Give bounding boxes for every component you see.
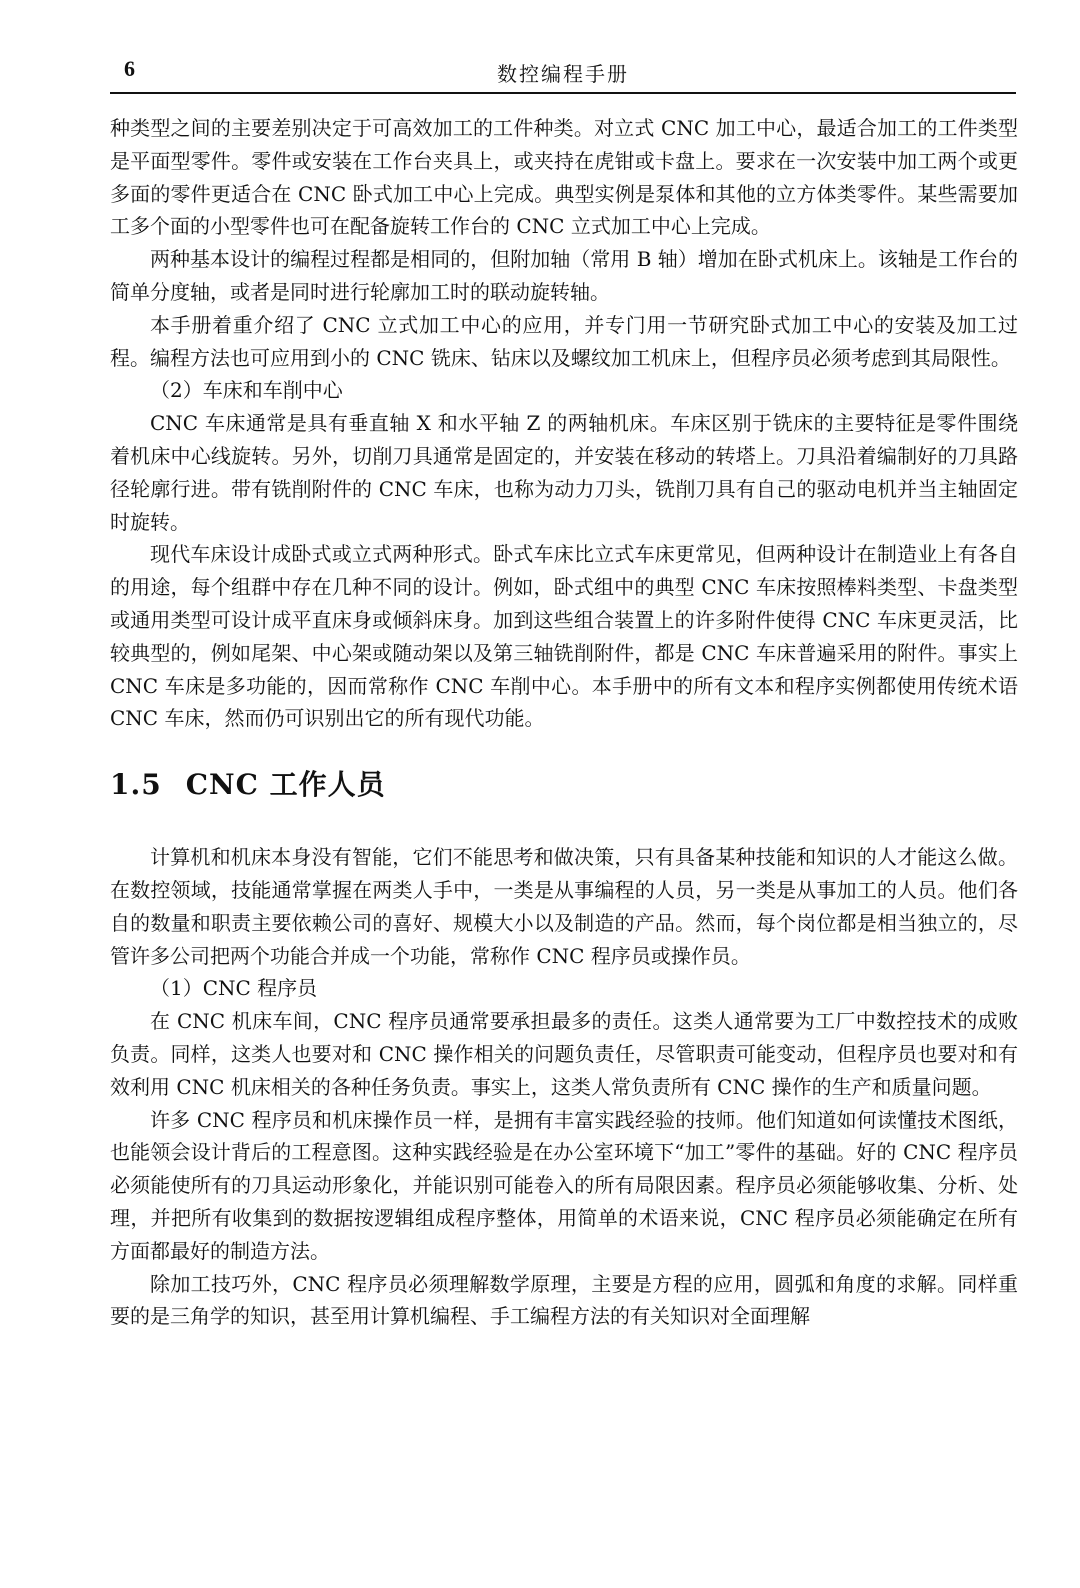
paragraph: 在 CNC 机床车间，CNC 程序员通常要承担最多的责任。这类人通常要为工厂中数控技术的成败负责。同样，这类人也要对和 CNC 操作相关的问题负责任，尽管职责可能变动，但程序员也要对和有效利用 CNC 机床相关的各种任务负责。事实上，这类人常负责所有 CNC 操作的生产和质量问题。 [110,1009,1018,1099]
section-heading [110,765,1018,805]
paragraph: 许多 CNC 程序员和机床操作员一样，是拥有丰富实践经验的技师。他们知道如何读懂技术图纸，也能领会设计背后的工程意图。这种实践经验是在办公室环境下“加工”零件的基础。好的 CNC 程序员必须能使所有的刀具运动形象化，并能识别可能卷入的所有局限因素。程序员必须能够收集、分析、处理，并把所有收集到的数据按逻辑组成程序整体，用简单的术语来说，CNC 程序员必须能确定在所有方面都最好的制造方法。 [110,1107,1018,1263]
paragraph: 除加工技巧外，CNC 程序员必须理解数学原理，主要是方程的应用，圆弧和角度的求解。同样重要的是三角学的知识，甚至用计算机编程、手工编程方法的有关知识对全面理解 [110,1271,1018,1329]
paragraph: 现代车床设计成卧式或立式两种形式。卧式车床比立式车床更常见，但两种设计在制造业上有各自的用途，每个组群中存在几种不同的设计。例如，卧式组中的典型 CNC 车床按照棒料类型、卡盘类型或通用类型可设计成平直床身或倾斜床身。加到这些组合装置上的许多附件使得 CNC 车床更灵活，比较典型的，例如尾架、中心架或随动架以及第三轴铣削附件，都是 CNC 车床普遍采用的附件。事实上 CNC 车床是多功能的，因而常称作 CNC 车削中心。本手册中的所有文本和程序实例都使用传统术语 CNC 车床，然而仍可识别出它的所有现代功能。 [110,542,1018,731]
paragraph: 计算机和机床本身没有智能，它们不能思考和做决策，只有具备某种技能和知识的人才能这么做。在数控领域，技能通常掌握在两类人手中，一类是从事编程的人员，另一类是从事加工的人员。他们各自的数量和职责主要依赖公司的喜好、规模大小以及制造的产品。然而，每个岗位都是相当独立的，尽管许多公司把两个功能合并成一个功能，常称作 CNC 程序员或操作员。 [110,845,1018,968]
page-header [110,52,1016,94]
paragraph: 两种基本设计的编程过程都是相同的，但附加轴（常用 B 轴）增加在卧式机床上。该轴是工作台的简单分度轴，或者是同时进行轮廓加工时的联动旋转轴。 [110,247,1018,304]
page-number: 6 [124,56,135,81]
subheading-programmer: （1）CNC 程序员 [150,976,318,1001]
page-body [110,112,1018,1333]
section-number: 1.5 [110,768,162,802]
paragraph: CNC 车床通常是具有垂直轴 X 和水平轴 Z 的两轴机床。车床区别于铣床的主要特征是零件围绕着机床中心线旋转。另外，切削刀具通常是固定的，并安装在移动的转塔上。刀具沿着编制好的刀具路径轮廓行进。带有铣削附件的 CNC 车床，也称为动力刀头，铣削刀具有自己的驱动电机并当主轴固定时旋转。 [110,411,1018,534]
section-title: CNC 工作人员 [185,768,386,802]
running-title: 数控编程手册 [497,62,629,86]
paragraph-continued: 种类型之间的主要差别决定于可高效加工的工件种类。对立式 CNC 加工中心，最适合加工的工件类型是平面型零件。零件或安装在工作台夹具上，或夹持在虎钳或卡盘上。要求在一次安装中加工两个或更多面的零件更适合在 CNC 卧式加工中心上完成。典型实例是泵体和其他的立方体类零件。某些需要加工多个面的小型零件也可在配备旋转工作台的 CNC 立式加工中心上完成。 [110,116,1018,239]
paragraph: 本手册着重介绍了 CNC 立式加工中心的应用，并专门用一节研究卧式加工中心的安装及加工过程。编程方法也可应用到小的 CNC 铣床、钻床以及螺纹加工机床上，但程序员必须考虑到其局限性。 [110,312,1018,370]
subheading-lathe: （2）车床和车削中心 [150,378,343,403]
